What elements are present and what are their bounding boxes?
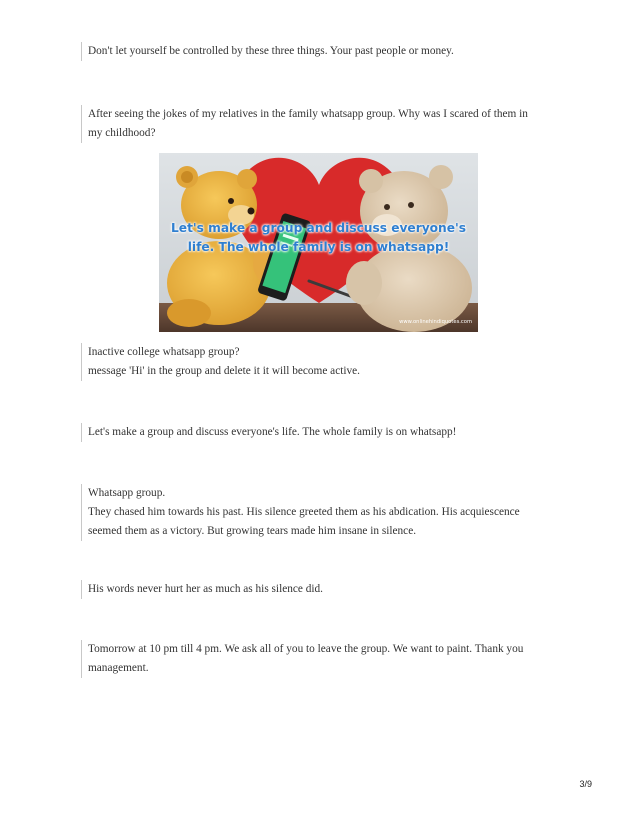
image-caption bbox=[167, 219, 470, 257]
quote-line: Don't let yourself be controlled by these three things. Your past people or money. bbox=[88, 45, 454, 57]
quote-line: management. bbox=[88, 662, 149, 674]
image-watermark: www.onlinehindiquotes.com bbox=[399, 319, 472, 325]
quote-block-1 bbox=[81, 42, 568, 61]
quote-line: seemed them as a victory. But growing tears made him insane in silence. bbox=[88, 525, 417, 537]
quote-line: message 'Hi' in the group and delete it it will become active. bbox=[88, 365, 360, 377]
quote-block-7 bbox=[81, 640, 568, 678]
quote-line: Inactive college whatsapp group? bbox=[88, 346, 240, 358]
quote-block-5 bbox=[81, 484, 568, 541]
quote-line: His words never hurt her as much as his silence did. bbox=[88, 583, 323, 595]
quote-block-6 bbox=[81, 580, 568, 599]
quote-line: Let's make a group and discuss everyone's life. The whole family is on whatsapp! bbox=[88, 426, 457, 438]
quote-block-4 bbox=[81, 423, 568, 442]
quote-block-3 bbox=[81, 343, 568, 381]
teddy-bears-image bbox=[159, 153, 478, 332]
caption-line: life. The whole family is on whatsapp! bbox=[187, 240, 450, 254]
caption-line: Let's make a group and discuss everyone's bbox=[171, 221, 466, 235]
quote-line: They chased him towards his past. His silence greeted them as his abdication. His acquiescence bbox=[88, 506, 520, 518]
page-number: 3/9 bbox=[579, 779, 592, 789]
quote-line: my childhood? bbox=[88, 127, 156, 139]
quote-block-2 bbox=[81, 105, 568, 143]
quote-line: Whatsapp group. bbox=[88, 487, 166, 499]
quote-line: After seeing the jokes of my relatives in the family whatsapp group. Why was I scared of them in bbox=[88, 108, 528, 120]
quote-line: Tomorrow at 10 pm till 4 pm. We ask all of you to leave the group. We want to paint. Thank you bbox=[88, 643, 524, 655]
